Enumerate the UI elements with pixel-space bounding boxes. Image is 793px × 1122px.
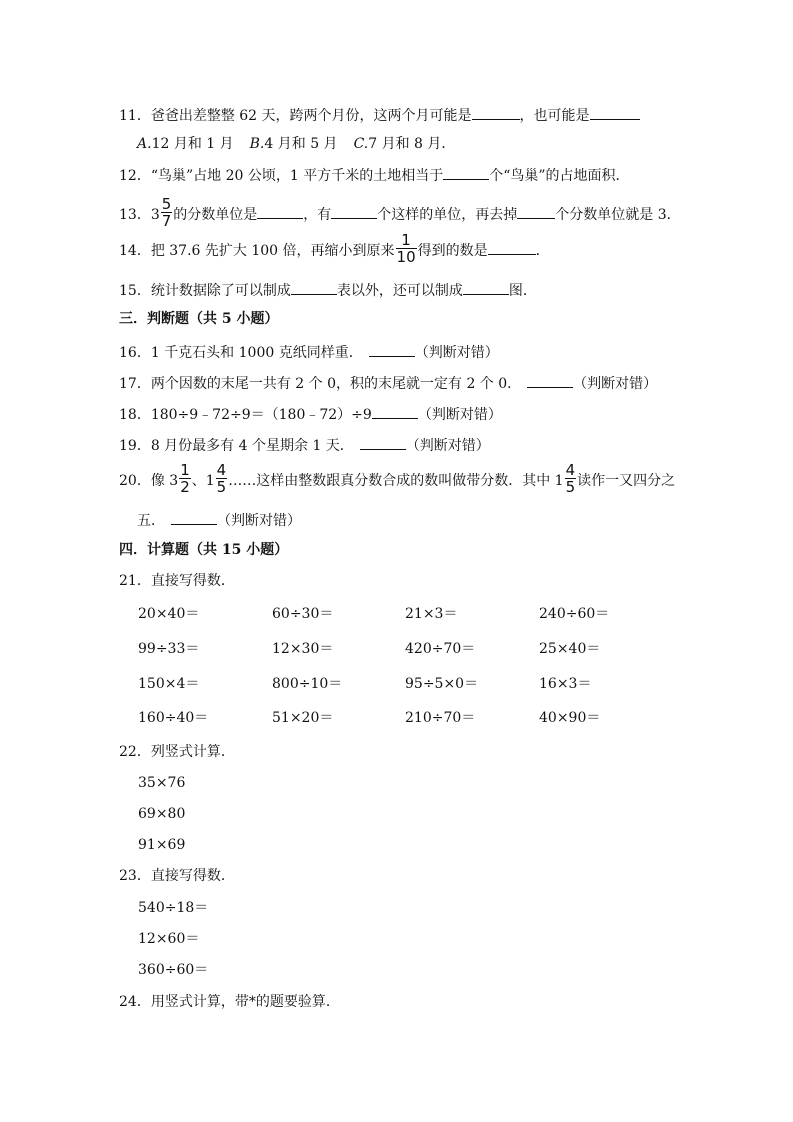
question-20-cont <box>137 509 301 529</box>
question-number: 13． <box>119 207 151 223</box>
math-item: 800÷10＝ <box>272 676 343 692</box>
question-17 <box>119 372 657 392</box>
fraction <box>396 233 417 265</box>
math-item: 360÷60＝ <box>138 962 209 978</box>
question-text: 像 3 <box>150 473 179 489</box>
question-14 <box>119 231 550 268</box>
fraction <box>161 197 173 229</box>
fraction-denominator: 2 <box>180 478 190 496</box>
answer-blank[interactable] <box>291 279 337 295</box>
question-hint: （判断对错） <box>414 345 499 361</box>
answer-blank[interactable] <box>463 279 509 295</box>
fraction-denominator: 10 <box>396 248 416 266</box>
answer-blank[interactable] <box>590 104 640 120</box>
mixed-number-whole: 3 <box>150 207 160 223</box>
question-text: 1 千克石头和 1000 克纸同样重． <box>150 345 363 361</box>
option-letter: A. <box>137 136 152 152</box>
math-item: 51×20＝ <box>272 710 334 726</box>
question-text: 直接写得数． <box>150 868 235 884</box>
section-heading-judgement: 三．判断题（共 5 小题） <box>119 311 279 327</box>
answer-blank[interactable] <box>369 341 415 357</box>
math-item: 12×60＝ <box>138 931 200 947</box>
math-item: 12×30＝ <box>272 641 334 657</box>
question-text: 直接写得数． <box>150 573 235 589</box>
question-21 <box>119 571 235 591</box>
fraction-numerator: 1 <box>401 231 411 249</box>
question-text: 图． <box>508 283 537 299</box>
question-text: 得到的数是 <box>417 243 488 259</box>
fraction <box>179 463 191 495</box>
question-hint: （判断对错） <box>417 407 502 423</box>
question-22 <box>119 742 235 762</box>
question-text: “鸟巢”占地 20 公顷，1 平方千米的土地相当于 <box>150 168 444 184</box>
answer-blank[interactable] <box>171 509 217 525</box>
question-number: 19． <box>119 438 151 454</box>
question-text: 个这样的单位，再去掉 <box>377 207 518 223</box>
question-hint: （判断对错） <box>573 376 658 392</box>
question-text: 个“鸟巢”的占地面积． <box>489 168 630 184</box>
question-number: 14． <box>119 243 151 259</box>
question-11 <box>119 104 640 124</box>
math-item: 540÷18＝ <box>138 900 209 916</box>
math-item: 150×4＝ <box>138 676 200 692</box>
math-item: 40×90＝ <box>539 710 601 726</box>
math-item: 60÷30＝ <box>272 606 334 622</box>
question-text: 统计数据除了可以制成 <box>150 283 291 299</box>
answer-blank[interactable] <box>372 403 418 419</box>
question-number: 24． <box>119 994 151 1010</box>
question-text: 的分数单位是 <box>173 207 258 223</box>
option-letter: B. <box>249 136 265 152</box>
vertical-calc-item: 35×76 <box>138 775 186 791</box>
section-heading-calculation: 四．计算题（共 15 小题） <box>119 542 289 558</box>
fraction-numerator: 5 <box>161 195 172 213</box>
question-number: 21． <box>119 573 151 589</box>
question-text: 列竖式计算． <box>150 744 235 760</box>
option-letter: C. <box>353 136 369 152</box>
answer-blank[interactable] <box>488 239 536 255</box>
option-text: 7 月和 8 月． <box>368 136 456 152</box>
question-text: 个分数单位就是 3． <box>555 207 681 223</box>
math-item: 95÷5×0＝ <box>405 676 479 692</box>
answer-blank[interactable] <box>472 104 520 120</box>
question-number: 18． <box>119 407 151 423</box>
answer-blank[interactable] <box>443 164 489 180</box>
math-item: 210÷70＝ <box>405 710 476 726</box>
fraction-denominator: 5 <box>216 478 227 496</box>
fraction-numerator: 1 <box>180 461 190 479</box>
math-item: 160÷40＝ <box>138 710 209 726</box>
vertical-calc-item: 69×80 <box>138 806 186 822</box>
question-number: 22． <box>119 744 151 760</box>
question-13 <box>119 195 681 232</box>
question-number: 15． <box>119 283 151 299</box>
question-text: ，也可能是 <box>519 108 590 124</box>
question-text: 8 月份最多有 4 个星期余 1 天． <box>150 438 354 454</box>
question-number: 12． <box>119 168 151 184</box>
question-text: 五． <box>137 513 165 529</box>
fraction <box>216 463 228 495</box>
fraction-numerator: 4 <box>565 461 576 479</box>
question-hint: （判断对错） <box>217 513 301 529</box>
math-item: 25×40＝ <box>539 641 601 657</box>
question-text: 180÷9﹣72÷9＝（180﹣72）÷9 <box>150 407 372 423</box>
question-number: 23． <box>119 868 151 884</box>
question-text: 表以外，还可以制成 <box>336 283 463 299</box>
question-text: 把 37.6 先扩大 100 倍，再缩小到原来 <box>150 243 395 259</box>
question-text: 两个因数的末尾一共有 2 个 0，积的末尾就一定有 2 个 0． <box>150 376 522 392</box>
fraction-denominator: 7 <box>161 212 172 230</box>
question-text: 用竖式计算，带*的题要验算． <box>150 994 340 1010</box>
answer-blank[interactable] <box>360 434 406 450</box>
question-text: 爸爸出差整整 62 天，跨两个月份，这两个月可能是 <box>150 108 472 124</box>
option-text: 4 月和 5 月 <box>264 136 338 152</box>
answer-blank[interactable] <box>331 203 377 219</box>
math-item: 16×3＝ <box>539 676 592 692</box>
question-16 <box>119 341 499 361</box>
question-19 <box>119 434 490 454</box>
question-text: 、1 <box>191 473 215 489</box>
question-20 <box>119 463 675 499</box>
question-hint: （判断对错） <box>405 438 490 454</box>
answer-blank[interactable] <box>257 203 303 219</box>
math-item: 20×40＝ <box>138 606 200 622</box>
answer-blank[interactable] <box>527 372 573 388</box>
question-18 <box>119 403 502 423</box>
math-item: 420÷70＝ <box>405 641 476 657</box>
question-15 <box>119 279 537 299</box>
question-24 <box>119 992 340 1012</box>
math-item: 99÷33＝ <box>138 641 200 657</box>
vertical-calc-item: 91×69 <box>138 837 186 853</box>
fraction-denominator: 5 <box>565 478 576 496</box>
question-12 <box>119 164 630 184</box>
question-number: 17． <box>119 376 151 392</box>
math-item: 240÷60＝ <box>539 606 610 622</box>
question-text: ，有 <box>303 207 332 223</box>
math-item: 21×3＝ <box>405 606 458 622</box>
question-text: ． <box>535 243 550 259</box>
answer-blank[interactable] <box>517 203 555 219</box>
question-text: ……这样由整数跟真分数合成的数叫做带分数．其中 1 <box>228 473 564 489</box>
question-text: 读作一又四分之 <box>577 473 676 489</box>
fraction <box>565 463 577 495</box>
option-text: 12 月和 1 月 <box>151 136 234 152</box>
question-number: 20． <box>119 473 151 489</box>
question-number: 11． <box>119 108 151 124</box>
question-11-options <box>137 134 455 154</box>
fraction-numerator: 4 <box>216 461 227 479</box>
question-number: 16． <box>119 345 151 361</box>
question-23 <box>119 866 235 886</box>
